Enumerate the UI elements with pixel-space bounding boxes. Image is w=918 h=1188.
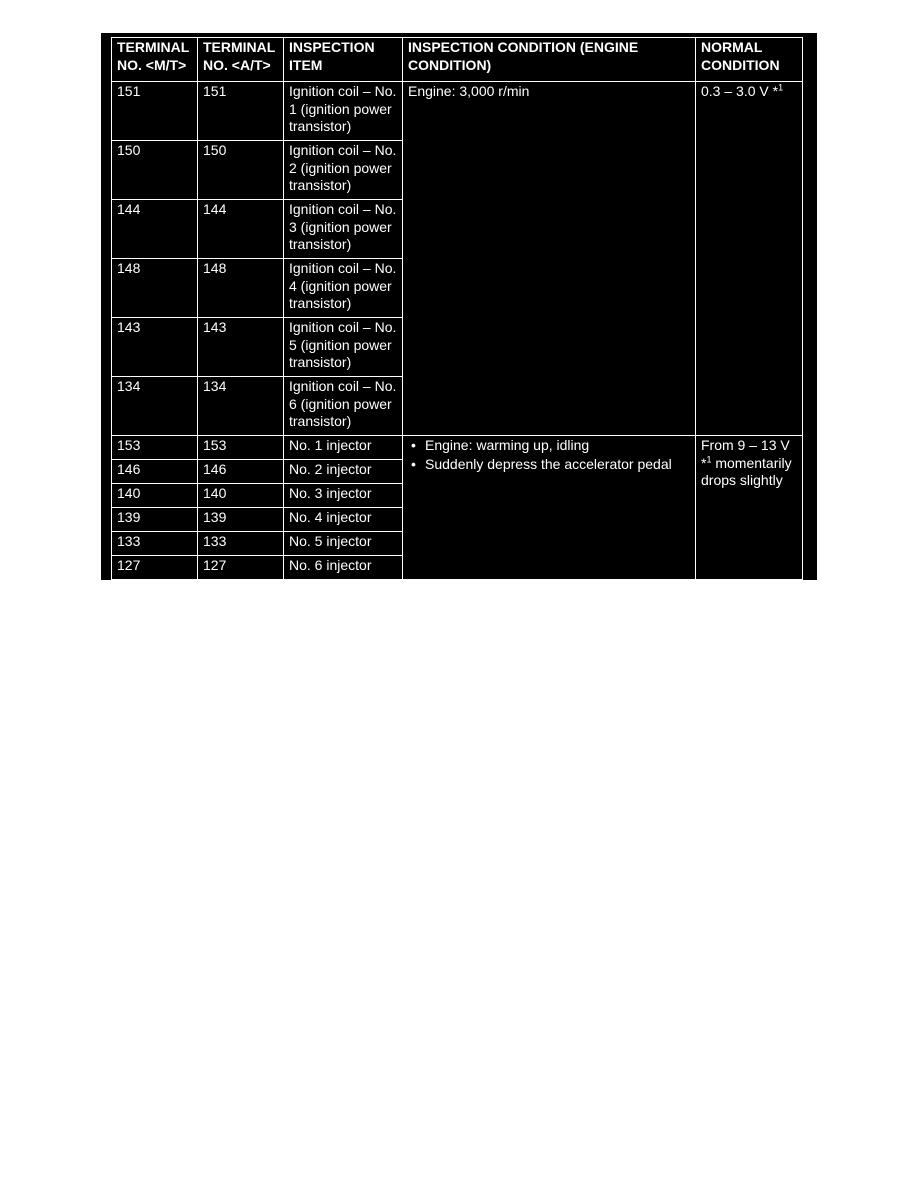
- list-item: • Engine: warming up, idling: [408, 437, 690, 455]
- injector-normal-note: momentarily drops slightly: [701, 454, 792, 488]
- injector-condition-cell: [403, 436, 696, 580]
- terminal-at-cell: 151: [198, 82, 284, 141]
- inspection-item-cell: No. 1 injector: [284, 436, 403, 460]
- inspection-item-cell: Ignition coil – No. 6 (ignition power transistor): [284, 377, 403, 436]
- inspection-item-cell: No. 5 injector: [284, 532, 403, 556]
- inspection-item-cell: No. 3 injector: [284, 484, 403, 508]
- terminal-mt-cell: 148: [112, 259, 198, 318]
- inspection-item-cell: No. 4 injector: [284, 508, 403, 532]
- terminal-at-cell: 153: [198, 436, 284, 460]
- header-normal-condition: NORMAL CONDITION: [696, 38, 803, 82]
- inspection-item-cell: Ignition coil – No. 4 (ignition power transistor): [284, 259, 403, 318]
- injector-normal-star: *: [701, 454, 707, 471]
- terminal-mt-cell: 143: [112, 318, 198, 377]
- inspection-item-cell: Ignition coil – No. 3 (ignition power transistor): [284, 200, 403, 259]
- header-inspection-item: INSPECTION ITEM: [284, 38, 403, 82]
- terminal-mt-cell: 144: [112, 200, 198, 259]
- terminal-at-cell: 146: [198, 460, 284, 484]
- terminal-at-cell: 140: [198, 484, 284, 508]
- inspection-table: [111, 37, 803, 580]
- condition-bullet-list: [408, 437, 690, 473]
- injector-normal-range: From 9 – 13 V: [701, 437, 790, 453]
- header-terminal-at: TERMINAL NO. <A/T>: [198, 38, 284, 82]
- terminal-mt-cell: 134: [112, 377, 198, 436]
- header-inspection-condition: INSPECTION CONDITION (ENGINE CONDITION): [403, 38, 696, 82]
- terminal-at-cell: 143: [198, 318, 284, 377]
- coil-normal-value: 0.3 – 3.0 V *: [701, 83, 779, 99]
- terminal-mt-cell: 140: [112, 484, 198, 508]
- table-row: [112, 436, 803, 460]
- terminal-at-cell: 133: [198, 532, 284, 556]
- terminal-mt-cell: 150: [112, 141, 198, 200]
- terminal-mt-cell: 146: [112, 460, 198, 484]
- coil-normal-cell: [696, 82, 803, 436]
- footnote-marker: 1: [706, 453, 712, 464]
- inspection-item-cell: Ignition coil – No. 1 (ignition power transistor): [284, 82, 403, 141]
- terminal-at-cell: 148: [198, 259, 284, 318]
- inspection-item-cell: Ignition coil – No. 5 (ignition power transistor): [284, 318, 403, 377]
- injector-normal-cell: [696, 436, 803, 580]
- terminal-mt-cell: 127: [112, 556, 198, 580]
- header-terminal-mt: TERMINAL NO. <M/T>: [112, 38, 198, 82]
- inspection-item-cell: No. 6 injector: [284, 556, 403, 580]
- list-item: • Suddenly depress the accelerator pedal: [408, 456, 690, 474]
- inspection-item-cell: Ignition coil – No. 2 (ignition power transistor): [284, 141, 403, 200]
- terminal-mt-cell: 133: [112, 532, 198, 556]
- terminal-at-cell: 139: [198, 508, 284, 532]
- footnote-marker: 1: [778, 82, 784, 93]
- coil-condition-cell: Engine: 3,000 r/min: [403, 82, 696, 436]
- terminal-at-cell: 127: [198, 556, 284, 580]
- header-row: [112, 38, 803, 82]
- terminal-at-cell: 150: [198, 141, 284, 200]
- terminal-mt-cell: 151: [112, 82, 198, 141]
- terminal-at-cell: 144: [198, 200, 284, 259]
- inspection-item-cell: No. 2 injector: [284, 460, 403, 484]
- terminal-mt-cell: 153: [112, 436, 198, 460]
- table-row: [112, 82, 803, 141]
- terminal-at-cell: 134: [198, 377, 284, 436]
- terminal-mt-cell: 139: [112, 508, 198, 532]
